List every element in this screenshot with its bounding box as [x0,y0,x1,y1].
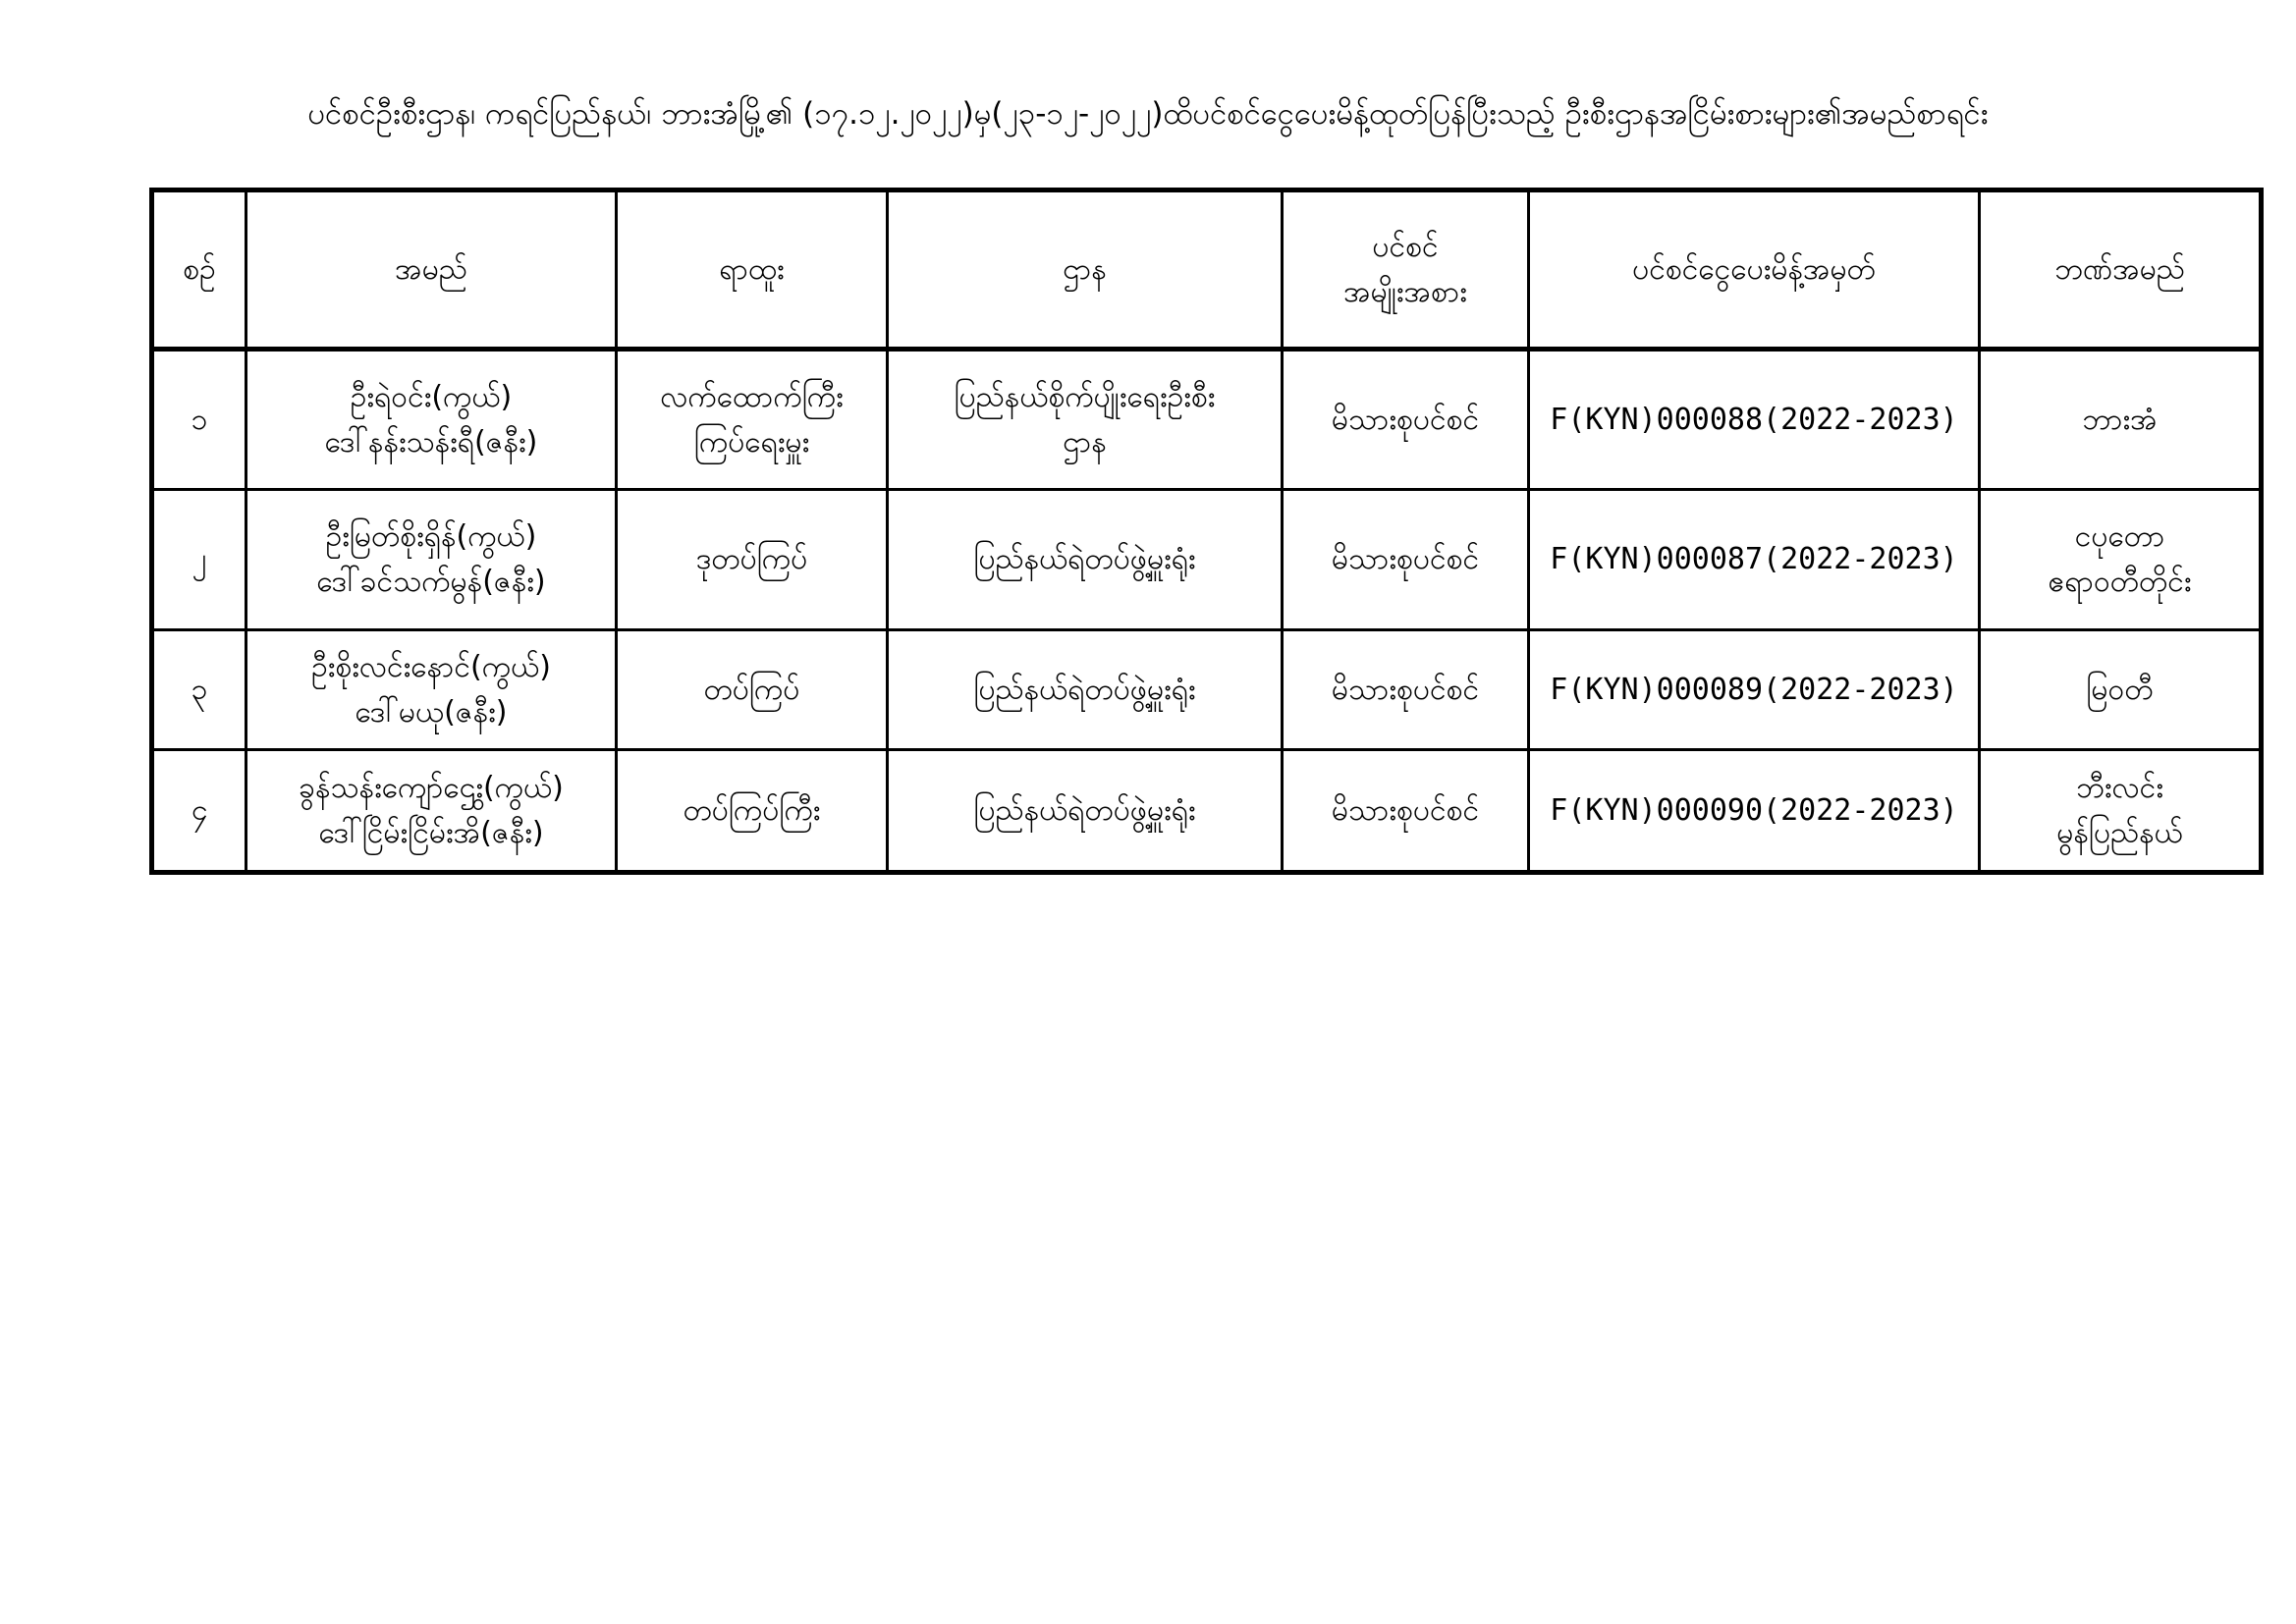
header-pension-type-line2: အမျိုးအစား [1343,274,1467,309]
cell-name-line1: ဦးစိုးလင်းနောင်(ကွယ်) [311,649,551,684]
table-header-row [152,190,2262,350]
cell-rank: တပ်ကြပ်ကြီး [617,750,888,873]
cell-treasury [1980,490,2262,630]
cell-name [246,350,617,490]
cell-name [246,750,617,873]
header-pension-type-line1: ပင်စင် [1372,229,1439,264]
cell-department: ပြည်နယ်ရဲတပ်ဖွဲ့မှူးရုံး [888,490,1283,630]
cell-department-line2: ဌာန [1063,424,1107,460]
cell-treasury-line2: ဧရာဝတီတိုင်း [2048,565,2192,599]
cell-treasury [1980,350,2262,490]
cell-name-line2: ဒေါ်ခင်သက်မွန်(ဇနီး) [316,565,546,599]
header-department: ဌာန [888,190,1283,350]
cell-rank: တပ်ကြပ် [617,630,888,750]
table-row [152,750,2262,873]
cell-rank-line2: ကြပ်ရေးမှူး [693,424,810,460]
cell-name-line1: ခွန်သန်းကျော်ဌွေး(ကွယ်) [299,770,564,805]
header-rank: ရာထူး [617,190,888,350]
header-treasury: ဘဏ်အမည် [1980,190,2262,350]
cell-rank: ဒုတပ်ကြပ် [617,490,888,630]
cell-rank [617,350,888,490]
cell-department [888,350,1283,490]
cell-treasury-line2: မွန်ပြည်နယ် [2056,815,2183,850]
header-order-no: ပင်စင်ငွေပေးမိန့်အမှတ် [1529,190,1980,350]
cell-name-line2: ဒေါ်မယု(ဇနီး) [355,694,508,730]
cell-treasury-line1: ဘားအံ [2082,402,2158,437]
cell-no: ၂ [152,490,246,630]
cell-no: ၃ [152,630,246,750]
table-row [152,630,2262,750]
cell-pension-type: မိသားစုပင်စင် [1283,490,1529,630]
cell-order-no: F(KYN)000087(2022-2023) [1529,490,1980,630]
cell-name [246,490,617,630]
pension-recipients-table [149,188,2264,875]
cell-name-line1: ဦးရဲဝင်း(ကွယ်) [350,379,513,414]
cell-name-line1: ဦးမြတ်စိုးရှိန်(ကွယ်) [325,519,537,554]
cell-name-line2: ဒေါ်နန်းသန်းရီ(ဇနီး) [324,424,538,460]
cell-no: ၁ [152,350,246,490]
cell-treasury-line1: ဘီးလင်း [2076,770,2163,805]
cell-order-no: F(KYN)000089(2022-2023) [1529,630,1980,750]
cell-pension-type: မိသားစုပင်စင် [1283,350,1529,490]
cell-department: ပြည်နယ်ရဲတပ်ဖွဲ့မှူးရုံး [888,750,1283,873]
header-pension-type [1283,190,1529,350]
cell-order-no: F(KYN)000090(2022-2023) [1529,750,1980,873]
page-title: ပင်စင်ဦးစီးဌာန၊ ကရင်ပြည်နယ်၊ ဘားအံမြို့၏ (၁၇.၁၂.၂၀၂၂)မှ(၂၃-၁၂-၂၀၂၂)ထိပင်စင်ငွေပေးမိန့်ထုတ်ပြန်ပြီးသည့် ဦးစီးဌာနအငြိမ်းစားများ၏အမည်စာရင်း [307,96,1989,132]
header-no: စဉ် [152,190,246,350]
cell-rank-line1: လက်ထောက်ကြီး [660,379,844,414]
cell-treasury-line1: ငပုတော [2074,519,2165,554]
cell-name [246,630,617,750]
cell-department-line1: ပြည်နယ်စိုက်ပျိုးရေးဦးစီး [954,379,1216,414]
cell-no: ၄ [152,750,246,873]
cell-treasury: မြဝတီ [1980,630,2262,750]
cell-pension-type: မိသားစုပင်စင် [1283,750,1529,873]
cell-order-no: F(KYN)000088(2022-2023) [1529,350,1980,490]
cell-pension-type: မိသားစုပင်စင် [1283,630,1529,750]
header-name: အမည် [246,190,617,350]
cell-name-line2: ဒေါ်ငြိမ်းငြိမ်းအိ(ဇနီး) [318,815,544,850]
table-row [152,490,2262,630]
cell-treasury [1980,750,2262,873]
cell-department: ပြည်နယ်ရဲတပ်ဖွဲ့မှူးရုံး [888,630,1283,750]
table-row [152,350,2262,490]
